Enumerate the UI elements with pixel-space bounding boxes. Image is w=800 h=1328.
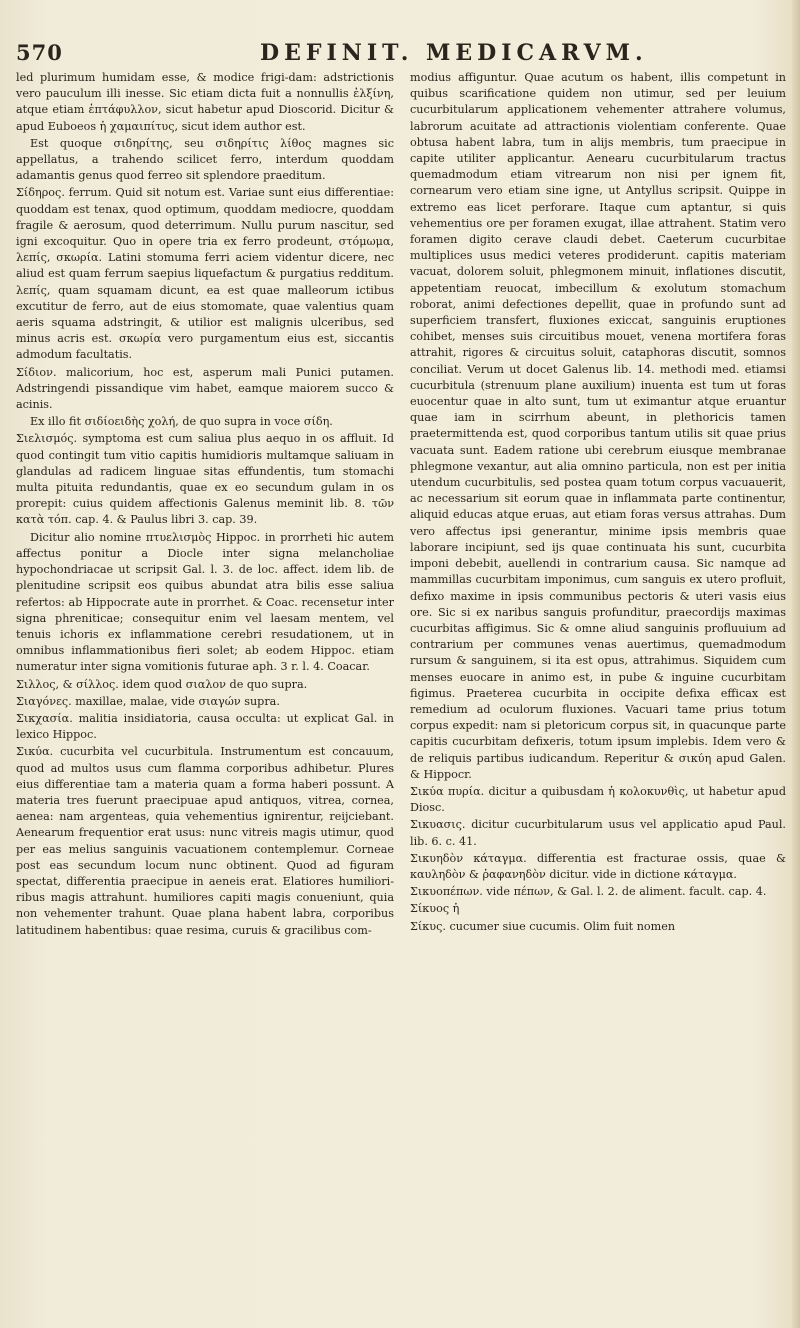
left-column [16,70,394,1310]
page-edge [792,0,800,1328]
paragraph: modius affiguntur. Quae acutum os habent, illis competunt in quibus scarificatione quidem non utimur, sed per leuium cucurbitularum applicationem vehementer attrahere volumus, labrorum acuitate ad attractionis violentiam conferente. Quae obtusa habent labra, tum in alijs membris, tum praecipue in capite utiliter applicantur. Aenearu cucurbitularum tractus quemadmodum etiam vitrearum non nisi per ignem fit, cornearum vero etiam sine igne, ut Antyllus scripsit. Quippe in extremo eas licet perforare. Itaque cum aptantur, si quis vehementius ore per foramen exugat, illae attrahent. Statim vero foramen digito cerave claudi debet. Caeterum cucurbitae multiplices usus medici veteres prodiderunt. capitis materiam vacuat, dolorem soluit, phlegmonem minuit, inflationes discutit, appetentiam reuocat, imbecillum & exolutum stomachum roborat, animi defectiones depellit, quae in profundo sunt ad superficiem transfert, fluxiones exiccat, sanguinis eruptiones cohibet, menses suis circuitibus mouet, venena mortifera foras attrahit, rigores & circuitus soluit, cataphoras discutit, somnos conciliat. Verum ut docet Galenus lib. 14. methodi med. etiamsi cucurbitula (strenuum plane auxilium) inuenta est tum ut foras euocentur quae in alto sunt, tum ut eximantur atque eruantur quae iam in scirrhum abeunt, in plethoricis tamen praetermittenda est, quod corporibus tantum utilis sit quae prius vacuata sunt. Eadem ratione ubi cerebrum eiusque membranae phlegmone vexantur, aut alia omnino particula, non est per initia utendum cucurbitulis, sed postea quam totum corpus vacuauerit, ac necessarium sit eorum quae in inflammata parte continentur, aliquid educas atque eruas, aut etiam foras versus attrahas. Dum vero affectus ipsi generantur, minime ipsis membris quae laborare incipiunt, sed ijs quae continuata his sunt, cucurbita imponi debebit, auellendi in contrarium causa. Sic namque ad mammillas cucurbitam imponimus, cum sanguis ex utero profluit, defixo maxime in ipsis communibus pectoris & uteri vasis eius ore. Sic si ex naribus sanguis profunditur, praecordijs maximas cucurbitas affigimus. Sic & omne aliud sanguinis profluuium ad contrarium per communes venas auertimus, quemadmodum rursum & sanguinem, si ita est opus, attrahimus. Siquidem cum menses euocare in animo est, in pube & inguine cucurbitam figimus. Praeterea cucurbita in occipite defixa efficax est remedium ad oculorum fluxiones. Vacuari tame prius totum corpus expedit: nam si pletoricum corpus sit, in quacunque parte capitis cucurbitam defixeris, totum ipsum implebis. Idem vero & de reliquis partibus iudicandum. Reperitur & σικύη apud Galen. & Hippocr. [410,71,786,781]
paragraph: Est quoque σιδηρίτης, seu σιδηρίτις λίθος magnes sic appellatus, a trahendo scilicet ferro, interdum quoddam adamantis genus quod ferreo sit splendore praeditum. [16,136,394,183]
paragraph: Ex illo fit σιδίοειδὴς χολή, de quo supra in voce σίδη. [30,415,333,429]
paragraph: Σικύα. cucurbita vel cucurbitula. Instrumentum est concauum, quod ad multos usus cum flamma corporibus adhibetur. Plures eius differentiae tam a materia quam a forma haberi possunt. A materia tres fuerunt praecipuae apud antiquos, vitrea, cornea, aenea: nam argenteas, quia vehementius ignirentur, reijciebant. Aenearum frequentior erat usus: nunc vitreis magis utimur, quod per eas melius sanguinis vacuationem contemplemur. Corneae post eas secundum locum nunc obtinent. Quod ad figuram spectat, differentia praecipue in aeneis erat. Elatiores humiliori-ribus magis attrahunt. humiliores capiti magis conueniunt, quia non vehementer trahunt. Quae plana habent labra, corporibus latitudinem habentibus: quae resima, curuis & gracilibus com- [16,745,394,937]
paragraph: Σικχασία. malitia insidiatoria, causa occulta: ut explicat Gal. in lexico Hippoc. [16,711,394,742]
paragraph: Dicitur alio nomine πτυελισμὸς Hippoc. in prorrheti hic autem affectus ponitur a Diocle inter signa melancholiae hypochondriacae ut scripsit Gal. l. 3. de loc. affect. idem lib. de plenitudine scripsit eos quibus abundat atra bilis esse saliua refertos: ab Hippocrate aute in prorrhet. & Coac. recensetur inter signa phreniticae; consequitur enim vel laesam mentem, vel tenuis ichoris ex inflammatione cerebri resudationem, ut in omnibus inflammationibus fieri solet; ab eodem Hippoc. etiam numeratur inter signa vomitionis futurae aph. 3 r. l. 4. Coacar. [16,530,394,674]
paragraph: Σίδιον. malicorium, hoc est, asperum mali Punici putamen. Adstringendi pissandique vim habet, eamque maiorem succo & acinis. [16,365,394,412]
paragraph: led plurimum humidam esse, & modice frigi-dam: adstrictionis vero pauculum illi inesse. Sic etiam dicta fuit a nonnullis ἐλξίνη, atque etiam ἑπτάφυλλον, sicut habetur apud Dioscorid. Dicitur & apud Euboeos ἡ χαμαιπίτυς, sicut idem author est. [16,71,394,133]
page-header [0,40,800,66]
paragraph: Σικύα πυρία. dicitur a quibusdam ἡ κολοκυνθὶς, ut habetur apud Diosc. [410,784,786,815]
running-title: DEFINIT. MEDICARVM. [260,40,648,66]
paragraph: Σικυασις. dicitur cucurbitularum usus vel applicatio apud Paul. lib. 6. c. 41. [410,818,786,848]
paragraph: Σίδηρος. ferrum. Quid sit notum est. Variae sunt eius differentiae: quoddam est tenax, quod optimum, quoddam mediocre, quoddam fragile & aerosum, quod deterrimum. Nullu purum nascitur, sed igni excoquitur. Quo in opere tria ex ferro prodeunt, στόμωμα, λεπίς, σκωρία. Latini stomuma ferri aciem videntur dicere, nec aliud est quam ferrum saepius liquefactum & purgatius redditum. λεπίς, quam squamam dicunt, ea est quae malleorum ictibus excutitur de ferro, aut de eius stomomate, quae valentius quam aeris squama adstringit, & utilior est malignis ulceribus, sed minus acris est. σκωρία vero purgamentum eius est, siccantis admodum facultatis. [16,186,394,362]
paragraph: Σιαγόνες. maxillae, malae, vide σιαγών supra. [16,694,280,708]
page-number: 570 [16,40,63,65]
paragraph: Σιελισμός. symptoma est cum saliua plus aequo in os affluit. Id quod contingit tum vitio capitis humidioris multamque saliuam in glandulas ad radicem linguae sitas effundentis, tum stomachi multa pituita redundantis, quae ex eo secundum gulam in os prorepit: cuius quidem affectionis Galenus meminit lib. 8. τῶν κατὰ τόπ. cap. 4. & Paulus libri 3. cap. 39. [16,432,394,527]
paragraph: Σικυοπέπων. vide πέπων, & Gal. l. 2. de aliment. facult. cap. 4. [410,885,767,899]
paragraph: Σιλλος, & σίλλος. idem quod σιαλον de quo supra. [16,677,308,691]
paragraph: Σίκυς. cucumer siue cucumis. Olim fuit nomen [410,919,676,933]
paragraph: Σίκυος ἡ [410,902,460,916]
right-column [410,70,786,1310]
paragraph: Σικυηδὸν κάταγμα. differentia est fracturae ossis, quae & καυληδὸν & ῥαφανηδὸν dicitur. vide in dictione κάταγμα. [410,851,786,881]
